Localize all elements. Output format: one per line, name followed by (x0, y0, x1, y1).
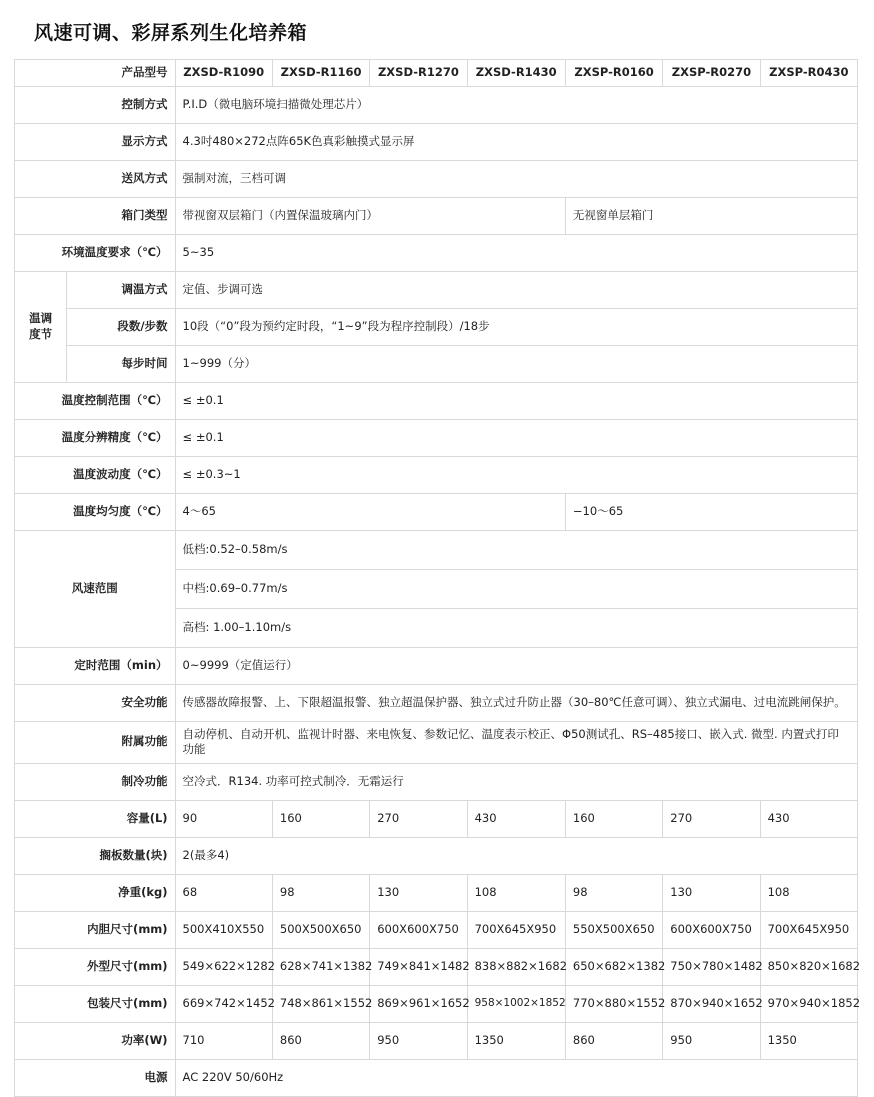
table-row-segments (15, 308, 858, 345)
row-label-air-supply: 送风方式 (15, 160, 176, 197)
capacity-5: 160 (565, 800, 662, 837)
table-row-display-mode (15, 123, 858, 160)
model-header-5: ZXSP-R0160 (565, 60, 662, 87)
row-value-door-type-b: 无视窗单层箱门 (565, 197, 857, 234)
power-3: 950 (370, 1022, 467, 1059)
table-row-packing-dimensions (15, 985, 858, 1022)
row-label-model: 产品型号 (15, 60, 176, 87)
row-label-wind-range: 风速范围 (15, 530, 176, 647)
row-label-temp-mode: 调温方式 (67, 271, 175, 308)
capacity-4: 430 (467, 800, 565, 837)
table-row-temp-fluctuation (15, 456, 858, 493)
row-label-temp-group (15, 271, 67, 382)
row-label-safety: 安全功能 (15, 684, 176, 721)
outer-dim-2: 628×741×1382 (272, 948, 369, 985)
outer-dim-6: 750×780×1482 (663, 948, 760, 985)
inner-dim-4: 700X645X950 (467, 911, 565, 948)
inner-dim-6: 600X600X750 (663, 911, 760, 948)
table-row-ambient-temp (15, 234, 858, 271)
row-value-ambient-temp: 5~35 (175, 234, 857, 271)
row-label-power-supply: 电源 (15, 1059, 176, 1096)
table-row-power (15, 1022, 858, 1059)
table-row-models (15, 60, 858, 87)
row-label-control-mode: 控制方式 (15, 86, 176, 123)
row-value-display-mode: 4.3吋480×272点阵65K色真彩触摸式显示屏 (175, 123, 857, 160)
row-label-accessory: 附属功能 (15, 721, 176, 763)
packing-dim-5: 770×880×1552 (565, 985, 662, 1022)
row-value-segments: 10段（“0”段为预约定时段，“1~9”段为程序控制段）/18步 (175, 308, 857, 345)
outer-dim-3: 749×841×1482 (370, 948, 467, 985)
table-row-wind-low (15, 530, 858, 569)
net-weight-1: 68 (175, 874, 272, 911)
row-label-outer-dimensions: 外型尺寸(mm) (15, 948, 176, 985)
row-label-step-time: 每步时间 (67, 345, 175, 382)
packing-dim-6: 870×940×1652 (663, 985, 760, 1022)
packing-dim-7: 970×940×1852 (760, 985, 857, 1022)
row-label-capacity: 容量(L) (15, 800, 176, 837)
model-header-2: ZXSD-R1160 (272, 60, 369, 87)
table-row-safety (15, 684, 858, 721)
table-row-door-type (15, 197, 858, 234)
capacity-1: 90 (175, 800, 272, 837)
row-label-cooling: 制冷功能 (15, 763, 176, 800)
power-1: 710 (175, 1022, 272, 1059)
temp-group-line4: 节 (40, 326, 53, 341)
table-row-control-mode (15, 86, 858, 123)
packing-dim-3: 869×961×1652 (370, 985, 467, 1022)
inner-dim-7: 700X645X950 (760, 911, 857, 948)
row-label-door-type: 箱门类型 (15, 197, 176, 234)
net-weight-2: 98 (272, 874, 369, 911)
row-value-safety: 传感器故障报警、上、下限超温报警、独立超温保护器、独立式过升防止器（30–80℃任意可调）、独立式漏电、过电流跳闸保护。 (175, 684, 857, 721)
power-6: 950 (663, 1022, 760, 1059)
net-weight-6: 130 (663, 874, 760, 911)
table-row-temp-uniformity (15, 493, 858, 530)
power-7: 1350 (760, 1022, 857, 1059)
model-header-1: ZXSD-R1090 (175, 60, 272, 87)
model-header-7: ZXSP-R0430 (760, 60, 857, 87)
net-weight-3: 130 (370, 874, 467, 911)
table-row-accessory (15, 721, 858, 763)
table-row-power-supply (15, 1059, 858, 1096)
net-weight-7: 108 (760, 874, 857, 911)
row-label-ambient-temp: 环境温度要求（℃） (15, 234, 176, 271)
row-label-segments: 段数/步数 (67, 308, 175, 345)
table-row-timer-range (15, 647, 858, 684)
power-5: 860 (565, 1022, 662, 1059)
table-row-shelves (15, 837, 858, 874)
outer-dim-5: 650×682×1382 (565, 948, 662, 985)
temp-group-line3: 调 (40, 311, 53, 325)
row-label-shelves: 搁板数量(块) (15, 837, 176, 874)
inner-dim-2: 500X500X650 (272, 911, 369, 948)
row-label-inner-dimensions: 内胆尺寸(mm) (15, 911, 176, 948)
temp-group-line1: 温 (29, 311, 41, 325)
power-2: 860 (272, 1022, 369, 1059)
capacity-7: 430 (760, 800, 857, 837)
packing-dim-1: 669×742×1452 (175, 985, 272, 1022)
row-label-packing-dimensions: 包装尺寸(mm) (15, 985, 176, 1022)
row-value-step-time: 1~999（分） (175, 345, 857, 382)
model-header-6: ZXSP-R0270 (663, 60, 760, 87)
outer-dim-4: 838×882×1682 (467, 948, 565, 985)
row-value-wind-low: 低档:0.52–0.58m/s (175, 530, 857, 569)
inner-dim-5: 550X500X650 (565, 911, 662, 948)
row-value-temp-uniformity-b: −10～65 (565, 493, 857, 530)
row-value-temp-control-range: ≤ ±0.1 (175, 382, 857, 419)
table-row-outer-dimensions (15, 948, 858, 985)
row-value-cooling: 空冷式．R134. 功率可控式制冷．无霜运行 (175, 763, 857, 800)
row-value-air-supply: 强制对流，三档可调 (175, 160, 857, 197)
row-value-wind-high: 高档: 1.00–1.10m/s (175, 608, 857, 647)
row-label-temp-control-range: 温度控制范围（℃） (15, 382, 176, 419)
row-value-temp-uniformity-a: 4～65 (175, 493, 565, 530)
packing-dim-2: 748×861×1552 (272, 985, 369, 1022)
capacity-6: 270 (663, 800, 760, 837)
capacity-2: 160 (272, 800, 369, 837)
net-weight-5: 98 (565, 874, 662, 911)
model-header-4: ZXSD-R1430 (467, 60, 565, 87)
outer-dim-7: 850×820×1682 (760, 948, 857, 985)
row-value-temp-resolution: ≤ ±0.1 (175, 419, 857, 456)
row-value-temp-fluctuation: ≤ ±0.3~1 (175, 456, 857, 493)
table-row-temp-resolution (15, 419, 858, 456)
capacity-3: 270 (370, 800, 467, 837)
temp-group-line2: 度 (29, 326, 41, 341)
power-4: 1350 (467, 1022, 565, 1059)
table-row-temp-control-range (15, 382, 858, 419)
row-value-accessory: 自动停机、自动开机、监视计时器、来电恢复、参数记忆、温度表示校正、Φ50测试孔、RS–485接口、嵌入式. 微型. 内置式打印功能 (175, 721, 857, 763)
row-value-control-mode: P.I.D（微电脑环境扫描微处理芯片） (175, 86, 857, 123)
inner-dim-1: 500X410X550 (175, 911, 272, 948)
inner-dim-3: 600X600X750 (370, 911, 467, 948)
row-value-wind-mid: 中档:0.69–0.77m/s (175, 569, 857, 608)
table-row-step-time (15, 345, 858, 382)
row-value-timer-range: 0~9999（定值运行） (175, 647, 857, 684)
row-label-temp-fluctuation: 温度波动度（℃） (15, 456, 176, 493)
table-row-net-weight (15, 874, 858, 911)
row-label-timer-range: 定时范围（min） (15, 647, 176, 684)
row-value-shelves: 2(最多4) (175, 837, 857, 874)
row-value-temp-mode: 定值、步调可选 (175, 271, 857, 308)
page-title: 风速可调、彩屏系列生化培养箱 (34, 22, 308, 44)
outer-dim-1: 549×622×1282 (175, 948, 272, 985)
net-weight-4: 108 (467, 874, 565, 911)
row-label-temp-uniformity: 温度均匀度（℃） (15, 493, 176, 530)
table-row-air-supply (15, 160, 858, 197)
packing-dim-4: 958×1002×1852 (467, 985, 565, 1022)
row-value-power-supply: AC 220V 50/60Hz (175, 1059, 857, 1096)
specification-table (14, 59, 861, 1097)
model-header-3: ZXSD-R1270 (370, 60, 467, 87)
table-row-temp-mode (15, 271, 858, 308)
row-label-display-mode: 显示方式 (15, 123, 176, 160)
row-label-power: 功率(W) (15, 1022, 176, 1059)
row-label-temp-resolution: 温度分辨精度（℃） (15, 419, 176, 456)
table-row-cooling (15, 763, 858, 800)
table-row-capacity (15, 800, 858, 837)
row-label-net-weight: 净重(kg) (15, 874, 176, 911)
table-row-inner-dimensions (15, 911, 858, 948)
row-value-door-type-a: 带视窗双层箱门（内置保温玻璃内门） (175, 197, 565, 234)
